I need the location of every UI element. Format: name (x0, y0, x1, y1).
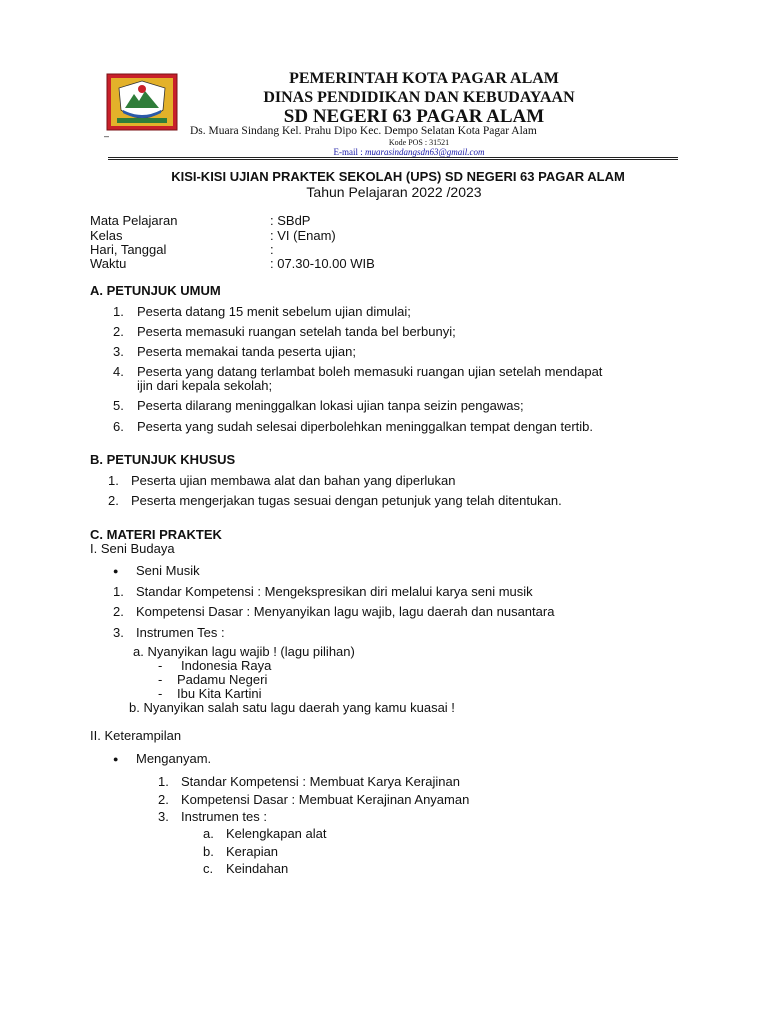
list-item: Peserta memasuki ruangan setelah tanda bel berbunyi; (137, 324, 456, 339)
song-item: Indonesia Raya (181, 658, 272, 673)
list-number: 4. (113, 364, 124, 379)
list-item: Peserta memakai tanda peserta ujian; (137, 344, 356, 359)
info-label-date: Hari, Tanggal (90, 242, 167, 257)
letterhead-postal-code: Kode POS : 31521 (388, 138, 450, 147)
list-number: 1. (113, 304, 124, 319)
info-label-subject: Mata Pelajaran (90, 213, 178, 228)
list-bullet-item: Seni Musik (136, 563, 200, 578)
info-value-date: : (270, 242, 274, 257)
list-number: 3. (158, 809, 169, 824)
list-item: Standar Kompetensi : Mengekspresikan diri melalui karya seni musik (136, 584, 533, 599)
dash-marker: - (158, 672, 163, 687)
info-value-time: : 07.30-10.00 WIB (270, 256, 375, 271)
letterhead-school-name: SD NEGERI 63 PAGAR ALAM (283, 106, 545, 127)
song-item: Padamu Negeri (177, 672, 268, 687)
list-number: 2. (113, 604, 124, 619)
list-item: Peserta mengerjakan tugas sesuai dengan petunjuk yang telah ditentukan. (131, 493, 562, 508)
part-1-heading: I. Seni Budaya (90, 541, 175, 556)
letterhead-divider (108, 157, 678, 158)
list-item: Instrumen Tes : (136, 625, 225, 640)
email-address[interactable]: muarasindangsdn63@gmail.com (364, 147, 485, 157)
letterhead-mark: – (104, 131, 110, 141)
list-number: 2. (158, 792, 169, 807)
list-number: 3. (113, 344, 124, 359)
document-title: KISI-KISI UJIAN PRAKTEK SEKOLAH (UPS) SD NEGERI 63 PAGAR ALAM (171, 169, 625, 184)
dash-marker: - (158, 686, 163, 701)
list-item: Peserta yang sudah selesai diperbolehkan meninggalkan tempat dengan tertib. (137, 419, 594, 434)
info-label-class: Kelas (90, 228, 123, 243)
section-b-heading: B. PETUNJUK KHUSUS (90, 452, 236, 467)
letterhead-government: PEMERINTAH KOTA PAGAR ALAM (289, 70, 559, 87)
list-item: Instrumen tes : (181, 809, 267, 824)
list-number: 6. (113, 419, 124, 434)
section-a-heading: A. PETUNJUK UMUM (90, 283, 221, 298)
list-letter: c. (203, 861, 214, 876)
section-c-heading: C. MATERI PRAKTEK (90, 527, 222, 542)
part-2-heading: II. Keterampilan (90, 728, 182, 743)
list-number: 2. (113, 324, 124, 339)
info-value-class: : VI (Enam) (270, 228, 336, 243)
list-item: Peserta datang 15 menit sebelum ujian dimulai; (137, 304, 411, 319)
list-number: 1. (113, 584, 124, 599)
letterhead-address: Ds. Muara Sindang Kel. Prahu Dipo Kec. Dempo Selatan Kota Pagar Alam (190, 125, 537, 137)
letterhead-department: DINAS PENDIDIKAN DAN KEBUDAYAAN (263, 89, 575, 106)
list-number: 1. (108, 473, 119, 488)
list-number: 1. (158, 774, 169, 789)
subtask-b: b. Nyanyikan salah satu lagu daerah yang kamu kuasai ! (129, 700, 455, 715)
list-letter: b. (203, 844, 214, 859)
letterhead-email-line (0, 147, 768, 157)
bullet-icon: ● (113, 754, 119, 764)
list-number: 5. (113, 398, 124, 413)
info-value-subject: : SBdP (270, 213, 311, 228)
academic-year: Tahun Pelajaran 2022 /2023 (306, 184, 482, 200)
list-number: 2. (108, 493, 119, 508)
list-item: Peserta ujian membawa alat dan bahan yang diperlukan (131, 473, 456, 488)
subtask-a: a. Nyanyikan lagu wajib ! (lagu pilihan) (133, 644, 355, 659)
letterhead-divider-thin (108, 159, 678, 160)
list-letter: a. (203, 826, 214, 841)
song-item: Ibu Kita Kartini (177, 686, 262, 701)
email-label: E-mail : (333, 147, 363, 157)
list-item: Kompetensi Dasar : Menyanyikan lagu wajib, lagu daerah dan nusantara (136, 604, 555, 619)
info-label-time: Waktu (90, 256, 127, 271)
bullet-icon: ● (113, 566, 119, 576)
list-item: Standar Kompetensi : Membuat Karya Kerajinan (181, 774, 460, 789)
list-item: Peserta dilarang meninggalkan lokasi ujian tanpa seizin pengawas; (137, 398, 524, 413)
criteria-item: Kelengkapan alat (226, 826, 327, 841)
criteria-item: Keindahan (226, 861, 289, 876)
dash-marker: - (158, 658, 163, 673)
list-item: Kompetensi Dasar : Membuat Kerajinan Anyaman (181, 792, 470, 807)
criteria-item: Kerapian (226, 844, 279, 859)
list-bullet-item: Menganyam. (136, 751, 212, 766)
list-item: Peserta yang datang terlambat boleh memasuki ruangan ujian setelah mendapat (137, 364, 603, 379)
list-item-continuation: ijin dari kepala sekolah; (137, 378, 273, 393)
list-number: 3. (113, 625, 124, 640)
